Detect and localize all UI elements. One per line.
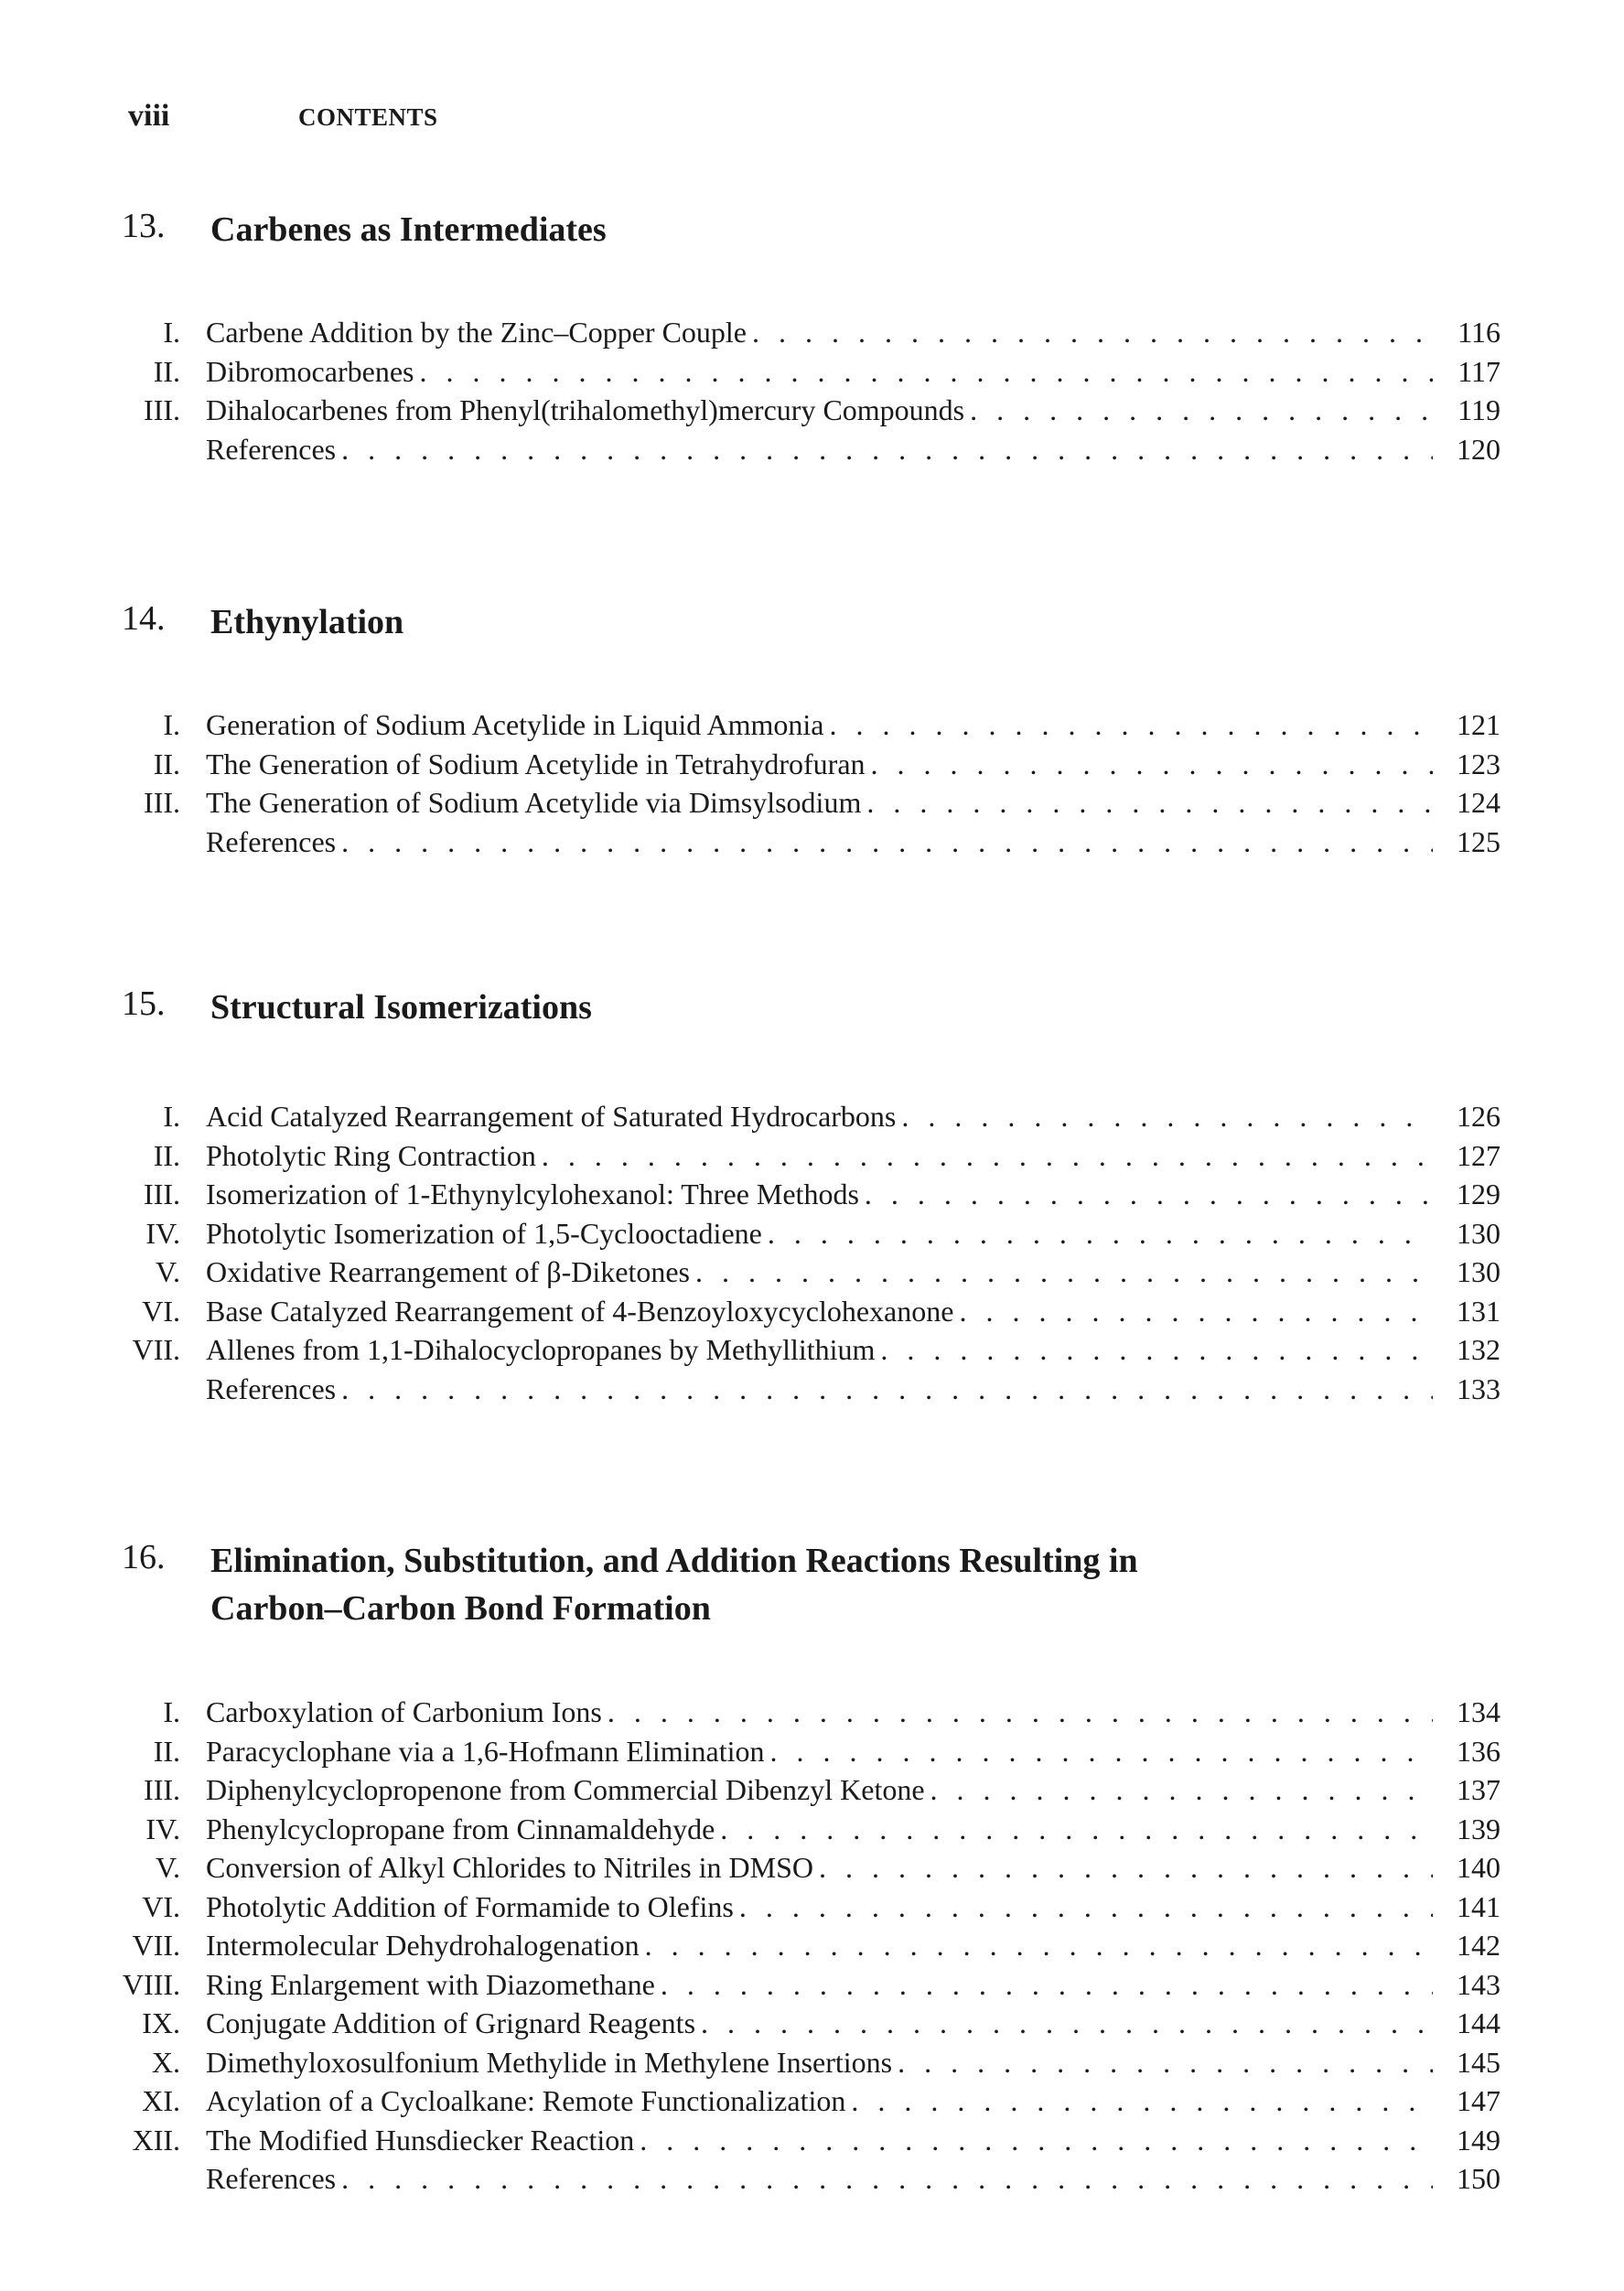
entry-numeral: I. — [163, 1100, 180, 1133]
toc-entry[interactable] — [0, 745, 1624, 784]
chapter-title-line-2: Carbon–Carbon Bond Formation — [210, 1589, 711, 1628]
running-head — [128, 99, 438, 134]
toc-entry[interactable] — [0, 1965, 1624, 2005]
toc-entry[interactable] — [0, 391, 1624, 430]
entry-numeral: VI. — [142, 1294, 180, 1328]
toc-entry[interactable] — [0, 1848, 1624, 1888]
dot-leader — [341, 2159, 1433, 2199]
toc-entry[interactable] — [0, 2043, 1624, 2082]
toc-entry[interactable] — [0, 2121, 1624, 2160]
dot-leader — [608, 1693, 1433, 1732]
entry-page: 117 — [1457, 354, 1500, 388]
dot-leader — [865, 1175, 1433, 1214]
chapter-number: 13. — [122, 207, 166, 245]
entry-numeral: VII. — [132, 1929, 180, 1962]
entry-title: Paracyclophane via a 1,6-Hofmann Elimination — [206, 1732, 769, 1771]
toc-entry-references[interactable] — [0, 2159, 1624, 2199]
chapter-title — [210, 1537, 1308, 1632]
entry-title: References — [206, 1370, 341, 1409]
chapter-16 — [0, 1537, 1624, 2195]
entry-title: The Modified Hunsdiecker Reaction — [206, 2121, 640, 2160]
entry-page: 130 — [1457, 1255, 1500, 1288]
chapter-heading — [0, 598, 1624, 653]
chapter-title: Ethynylation — [210, 603, 404, 641]
entry-numeral: VII. — [132, 1333, 180, 1366]
entry-page: 129 — [1457, 1178, 1500, 1210]
toc-entry[interactable] — [0, 1926, 1624, 1965]
chapter-title-line-1: Elimination, Substitution, and Addition Reactions Resulting in — [210, 1542, 1138, 1580]
chapter-title: Structural Isomerizations — [210, 988, 592, 1027]
dot-leader — [970, 391, 1433, 430]
entry-title: The Generation of Sodium Acetylide in Tetrahydrofuran — [206, 745, 871, 784]
entry-numeral: III. — [144, 786, 180, 819]
entry-page: 130 — [1457, 1216, 1500, 1250]
entry-title: Phenylcyclopropane from Cinnamaldehyde — [206, 1810, 720, 1849]
entry-title: Dihalocarbenes from Phenyl(trihalomethyl)mercury Compounds — [206, 391, 970, 430]
chapter-heading — [0, 1537, 1624, 1638]
entry-numeral: VIII. — [122, 1967, 180, 2001]
entry-numeral: II. — [153, 354, 180, 388]
dot-leader — [542, 1136, 1433, 1176]
chapter-entries — [0, 1693, 1624, 2199]
entry-page: 116 — [1457, 316, 1500, 349]
entry-title: Photolytic Addition of Formamide to Olefins — [206, 1888, 739, 1927]
entry-page: 143 — [1457, 1967, 1500, 2001]
dot-leader — [739, 1888, 1433, 1927]
entry-page: 144 — [1457, 2006, 1500, 2039]
dot-leader — [829, 705, 1433, 745]
entry-page: 139 — [1457, 1812, 1500, 1845]
chapter-15 — [0, 984, 1624, 1405]
toc-entry[interactable] — [0, 1770, 1624, 1810]
chapter-number: 15. — [122, 984, 166, 1023]
entry-title: Conversion of Alkyl Chlorides to Nitriles in DMSO — [206, 1848, 819, 1888]
entry-page: 133 — [1457, 1371, 1500, 1405]
entry-title: Oxidative Rearrangement of β-Diketones — [206, 1253, 695, 1292]
entry-numeral: IV. — [145, 1216, 180, 1250]
entry-page: 137 — [1457, 1773, 1500, 1806]
dot-leader — [866, 783, 1433, 823]
dot-leader — [640, 2121, 1433, 2160]
entry-numeral: III. — [144, 1773, 180, 1806]
dot-leader — [769, 1732, 1433, 1771]
entry-page: 150 — [1457, 2162, 1500, 2195]
entry-title: References — [206, 823, 341, 862]
entry-numeral: V. — [156, 1255, 180, 1288]
dot-leader — [695, 1253, 1433, 1292]
entry-title: Acid Catalyzed Rearrangement of Saturated Hydrocarbons — [206, 1097, 901, 1136]
entry-title: The Generation of Sodium Acetylide via Dimsylsodium — [206, 783, 866, 823]
toc-entry[interactable] — [0, 1292, 1624, 1331]
entry-page: 142 — [1457, 1929, 1500, 1962]
chapter-number: 16. — [122, 1538, 166, 1576]
entry-title: Ring Enlargement with Diazomethane — [206, 1965, 661, 2005]
chapter-entries — [0, 313, 1624, 468]
entry-page: 125 — [1457, 824, 1500, 858]
toc-entry-references[interactable] — [0, 823, 1624, 862]
entry-title: Isomerization of 1-Ethynylcylohexanol: Three Methods — [206, 1175, 865, 1214]
dot-leader — [768, 1214, 1433, 1253]
entry-title: References — [206, 430, 341, 469]
dot-leader — [341, 430, 1433, 469]
dot-leader — [901, 1097, 1433, 1136]
entry-page: 131 — [1457, 1294, 1500, 1328]
toc-entry[interactable] — [0, 1330, 1624, 1370]
dot-leader — [341, 823, 1433, 862]
entry-numeral: II. — [153, 1138, 180, 1172]
entry-numeral: X. — [151, 2045, 180, 2079]
dot-leader — [341, 1370, 1433, 1409]
toc-entry[interactable] — [0, 1253, 1624, 1292]
entry-title: Dimethyloxosulfonium Methylide in Methylene Insertions — [206, 2043, 898, 2082]
dot-leader — [752, 313, 1433, 352]
dot-leader — [701, 2004, 1433, 2043]
toc-entry[interactable] — [0, 705, 1624, 745]
toc-entry[interactable] — [0, 1097, 1624, 1136]
entry-page: 119 — [1457, 393, 1500, 426]
entry-title: Conjugate Addition of Grignard Reagents — [206, 2004, 701, 2043]
entry-page: 126 — [1457, 1100, 1500, 1133]
dot-leader — [645, 1926, 1433, 1965]
toc-entry[interactable] — [0, 313, 1624, 352]
chapter-title: Carbenes as Intermediates — [210, 210, 607, 249]
entry-title: Diphenylcyclopropenone from Commercial Dibenzyl Ketone — [206, 1770, 930, 1810]
entry-page: 141 — [1457, 1889, 1500, 1923]
entry-numeral: XII. — [132, 2123, 180, 2157]
toc-entry[interactable] — [0, 2081, 1624, 2121]
entry-title: Dibromocarbenes — [206, 352, 419, 392]
entry-page: 121 — [1457, 708, 1500, 741]
entry-numeral: I. — [163, 316, 180, 349]
entry-title: Carbene Addition by the Zinc–Copper Couple — [206, 313, 752, 352]
toc-entry[interactable] — [0, 1693, 1624, 1732]
running-title: CONTENTS — [298, 103, 438, 131]
entry-title: Acylation of a Cycloalkane: Remote Functionalization — [206, 2081, 851, 2121]
entry-title: Allenes from 1,1-Dihalocyclopropanes by Methyllithium — [206, 1330, 880, 1370]
dot-leader — [871, 745, 1433, 784]
dot-leader — [661, 1965, 1433, 2005]
entry-numeral: I. — [163, 708, 180, 741]
toc-entry[interactable] — [0, 1136, 1624, 1176]
chapter-13 — [0, 206, 1624, 466]
entry-title: References — [206, 2159, 341, 2199]
dot-leader — [419, 352, 1433, 392]
chapter-entries — [0, 1097, 1624, 1408]
entry-numeral: III. — [144, 393, 180, 426]
entry-numeral: IX. — [142, 2006, 180, 2039]
page-number: viii — [128, 99, 170, 133]
entry-page: 140 — [1457, 1851, 1500, 1884]
toc-entry-references[interactable] — [0, 430, 1624, 469]
toc-entry[interactable] — [0, 1888, 1624, 1927]
entry-numeral: IV. — [145, 1812, 180, 1845]
entry-title: Photolytic Ring Contraction — [206, 1136, 542, 1176]
entry-numeral: II. — [153, 1734, 180, 1768]
toc-entry[interactable] — [0, 1214, 1624, 1253]
toc-entry[interactable] — [0, 1810, 1624, 1849]
toc-entry[interactable] — [0, 783, 1624, 823]
entry-numeral: II. — [153, 747, 180, 780]
entry-page: 145 — [1457, 2045, 1500, 2079]
entry-page: 123 — [1457, 747, 1500, 780]
dot-leader — [720, 1810, 1433, 1849]
entry-title: Intermolecular Dehydrohalogenation — [206, 1926, 645, 1965]
chapter-heading — [0, 206, 1624, 261]
entry-numeral: VI. — [142, 1889, 180, 1923]
entry-title: Base Catalyzed Rearrangement of 4-Benzoyloxycyclohexanone — [206, 1292, 959, 1331]
toc-entry[interactable] — [0, 1175, 1624, 1214]
entry-title: Generation of Sodium Acetylide in Liquid Ammonia — [206, 705, 829, 745]
entry-numeral: V. — [156, 1851, 180, 1884]
entry-page: 149 — [1457, 2123, 1500, 2157]
entry-page: 136 — [1457, 1734, 1500, 1768]
entry-numeral: XI. — [142, 2084, 180, 2117]
toc-entry[interactable] — [0, 352, 1624, 392]
toc-entry[interactable] — [0, 2004, 1624, 2043]
toc-entry-references[interactable] — [0, 1370, 1624, 1409]
entry-page: 132 — [1457, 1333, 1500, 1366]
chapter-entries — [0, 705, 1624, 861]
chapter-heading — [0, 984, 1624, 1038]
entry-page: 124 — [1457, 786, 1500, 819]
dot-leader — [819, 1848, 1433, 1888]
entry-page: 134 — [1457, 1695, 1500, 1728]
entry-numeral: III. — [144, 1178, 180, 1210]
dot-leader — [930, 1770, 1433, 1810]
toc-entry[interactable] — [0, 1732, 1624, 1771]
dot-leader — [880, 1330, 1433, 1370]
entry-page: 120 — [1457, 432, 1500, 466]
chapter-14 — [0, 598, 1624, 858]
entry-page: 147 — [1457, 2084, 1500, 2117]
chapter-number: 14. — [122, 599, 166, 638]
dot-leader — [959, 1292, 1433, 1331]
dot-leader — [898, 2043, 1433, 2082]
entry-numeral: I. — [163, 1695, 180, 1728]
dot-leader — [851, 2081, 1433, 2121]
entry-title: Photolytic Isomerization of 1,5-Cyclooctadiene — [206, 1214, 768, 1253]
entry-title: Carboxylation of Carbonium Ions — [206, 1693, 608, 1732]
entry-page: 127 — [1457, 1138, 1500, 1172]
